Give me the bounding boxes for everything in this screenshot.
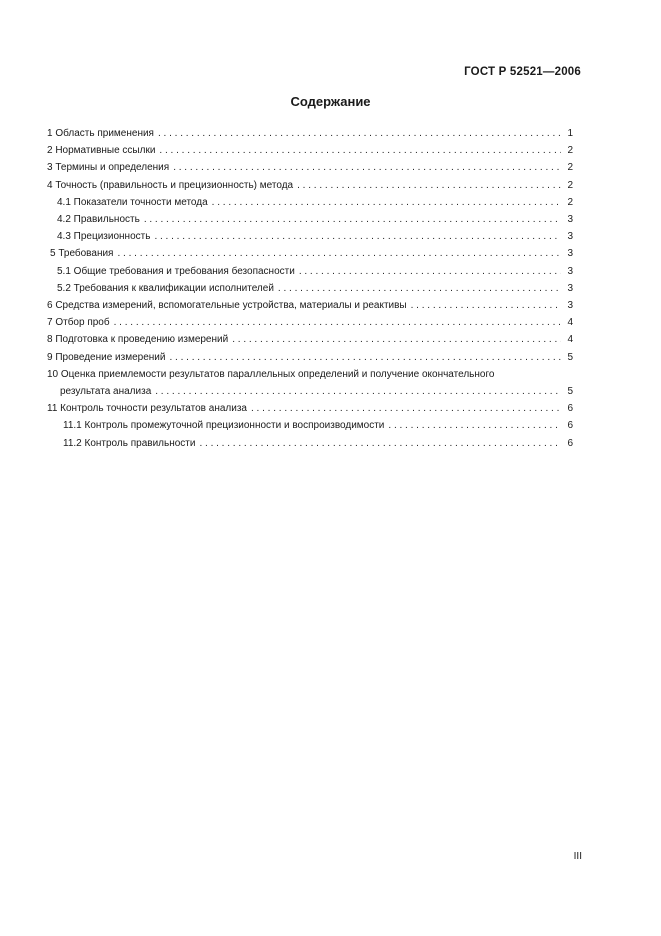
dot-leader <box>117 245 561 262</box>
toc-entry-page: 1 <box>567 128 573 139</box>
toc-entry-label: 3 Термины и определения <box>47 162 170 174</box>
toc-entry-page: 2 <box>567 162 573 174</box>
dot-leader <box>278 280 561 297</box>
toc-subentry[interactable] <box>47 263 573 280</box>
toc-entry-multiline[interactable] <box>47 366 573 400</box>
dot-leader <box>199 435 561 452</box>
dot-leader <box>158 125 561 142</box>
dot-leader <box>159 142 561 159</box>
toc-entry-label-line2: результата анализа <box>60 386 152 398</box>
toc-entry-continuation <box>47 383 573 400</box>
toc-entry-label: 6 Средства измерений, вспомогательные устройства, материалы и реактивы <box>47 300 407 312</box>
page-number: III <box>573 851 582 862</box>
toc-entry-label: 2 Нормативные ссылки <box>47 145 156 157</box>
toc-entry[interactable] <box>47 177 573 194</box>
toc-entry-label: 5.1 Общие требования и требования безопасности <box>57 265 295 277</box>
toc-entry-page: 6 <box>567 420 573 432</box>
toc-entry-label: 4.1 Показатели точности метода <box>57 196 208 208</box>
toc-entry-page: 5 <box>567 386 573 398</box>
toc-entry-page: 6 <box>567 403 573 415</box>
toc-entry-label: 5 Требования <box>50 248 114 260</box>
dot-leader <box>212 194 561 211</box>
toc-entry-label-line1: 10 Оценка приемлемости результатов параллельных определений и получение окончательного <box>47 368 495 380</box>
toc-entry[interactable] <box>47 297 573 314</box>
dot-leader <box>251 400 561 417</box>
toc-subentry[interactable] <box>47 280 573 297</box>
toc-entry-label: 5.2 Требования к квалификации исполнителей <box>57 282 274 294</box>
toc-entry[interactable] <box>47 400 573 417</box>
toc-entry-page: 3 <box>567 300 573 312</box>
dot-leader <box>154 228 561 245</box>
toc-subentry[interactable] <box>47 194 573 211</box>
dot-leader <box>144 211 561 228</box>
document-code: ГОСТ Р 52521—2006 <box>464 66 581 78</box>
toc-entry[interactable] <box>47 245 573 262</box>
toc-entry-page: 4 <box>567 334 573 346</box>
dot-leader <box>388 417 561 434</box>
toc-entry-label: 9 Проведение измерений <box>47 351 166 363</box>
dot-leader <box>169 349 561 366</box>
table-of-contents <box>47 125 573 452</box>
toc-entry-page: 2 <box>567 145 573 157</box>
dot-leader <box>232 331 561 348</box>
toc-entry-label: 8 Подготовка к проведению измерений <box>47 334 229 346</box>
toc-subentry[interactable] <box>47 211 573 228</box>
toc-entry[interactable] <box>47 159 573 176</box>
dot-leader <box>173 159 561 176</box>
toc-entry-page: 2 <box>567 179 573 191</box>
toc-title: Содержание <box>290 94 371 109</box>
dot-leader <box>114 314 561 331</box>
toc-entry-page: 4 <box>567 317 573 329</box>
dot-leader <box>411 297 561 314</box>
toc-entry-page: 5 <box>567 351 573 363</box>
toc-entry[interactable] <box>47 125 573 142</box>
dot-leader <box>155 383 561 400</box>
toc-entry[interactable] <box>47 314 573 331</box>
toc-entry-label: 4.3 Прецизионность <box>57 231 151 243</box>
toc-entry-label: 11 Контроль точности результатов анализа <box>47 403 247 415</box>
toc-entry-page: 3 <box>567 282 573 294</box>
toc-entry-label: 11.1 Контроль промежуточной прецизионности и воспроизводимости <box>63 420 385 432</box>
toc-entry-label: 1 Область применения <box>47 128 154 139</box>
toc-entry[interactable] <box>47 142 573 159</box>
toc-entry[interactable] <box>47 349 573 366</box>
toc-entry-page: 3 <box>567 265 573 277</box>
toc-entry-page: 3 <box>567 214 573 226</box>
toc-entry-page: 2 <box>567 196 573 208</box>
toc-subentry[interactable] <box>47 228 573 245</box>
toc-entry-label: 7 Отбор проб <box>47 317 110 329</box>
dot-leader <box>299 263 561 280</box>
toc-entry-label: 4 Точность (правильность и прецизионность) метода <box>47 179 294 191</box>
toc-entry-page: 6 <box>567 437 573 449</box>
toc-entry-label: 11.2 Контроль правильности <box>63 437 196 449</box>
toc-entry-label: 4.2 Правильность <box>57 214 140 226</box>
dot-leader <box>297 177 561 194</box>
toc-subentry[interactable] <box>47 435 573 452</box>
toc-entry-page: 3 <box>567 248 573 260</box>
toc-entry-page: 3 <box>567 231 573 243</box>
toc-subentry[interactable] <box>47 417 573 434</box>
toc-entry[interactable] <box>47 331 573 348</box>
